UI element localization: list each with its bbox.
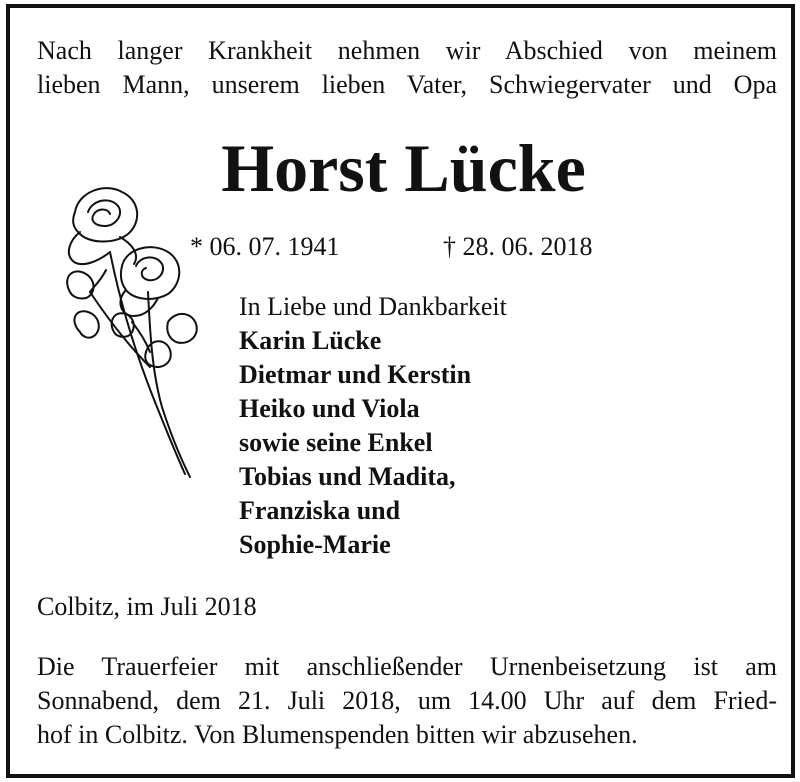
leaf [74, 311, 98, 337]
leaf [67, 271, 93, 298]
service-line: Sonnabend, dem 21. Juli 2018, um 14.00 Uhr auf dem Fried- [37, 686, 777, 715]
family-name: Heiko und Viola [239, 394, 420, 423]
rose-bloom [73, 188, 137, 241]
service-line: hof in Colbitz. Von Blumenspenden bitten wir abzusehen. [37, 720, 638, 749]
rose-illustration [50, 182, 210, 482]
death-date: † 28. 06. 2018 [443, 232, 593, 261]
leaf [145, 341, 171, 367]
family-name: sowie seine Enkel [239, 428, 433, 457]
family-name: Dietmar und Kerstin [239, 360, 472, 389]
deceased-name: Horst Lücke [221, 130, 586, 206]
funeral-service-text [37, 650, 777, 752]
leaf [112, 313, 134, 337]
intro-text [37, 34, 777, 102]
leaf [167, 314, 197, 343]
family-intro: In Liebe und Dankbarkeit [239, 292, 507, 321]
rose-bloom [121, 247, 179, 299]
family-name: Karin Lücke [239, 326, 382, 355]
place-date: Colbitz, im Juli 2018 [37, 592, 257, 621]
intro-line: Nach langer Krankheit nehmen wir Abschied von meinem [37, 36, 777, 65]
family-name: Sophie-Marie [239, 530, 391, 559]
birth-date: * 06. 07. 1941 [190, 232, 340, 261]
intro-line: lieben Mann, unserem lieben Vater, Schwiegervater und Opa [37, 70, 777, 99]
family-name: Franziska und [239, 496, 401, 525]
family-name: Tobias und Madita, [239, 462, 456, 491]
family-signature [239, 290, 507, 562]
life-dates [190, 230, 593, 264]
service-line: Die Trauerfeier mit anschließender Urnenbeisetzung ist am [37, 652, 777, 681]
obituary-notice [6, 4, 795, 778]
